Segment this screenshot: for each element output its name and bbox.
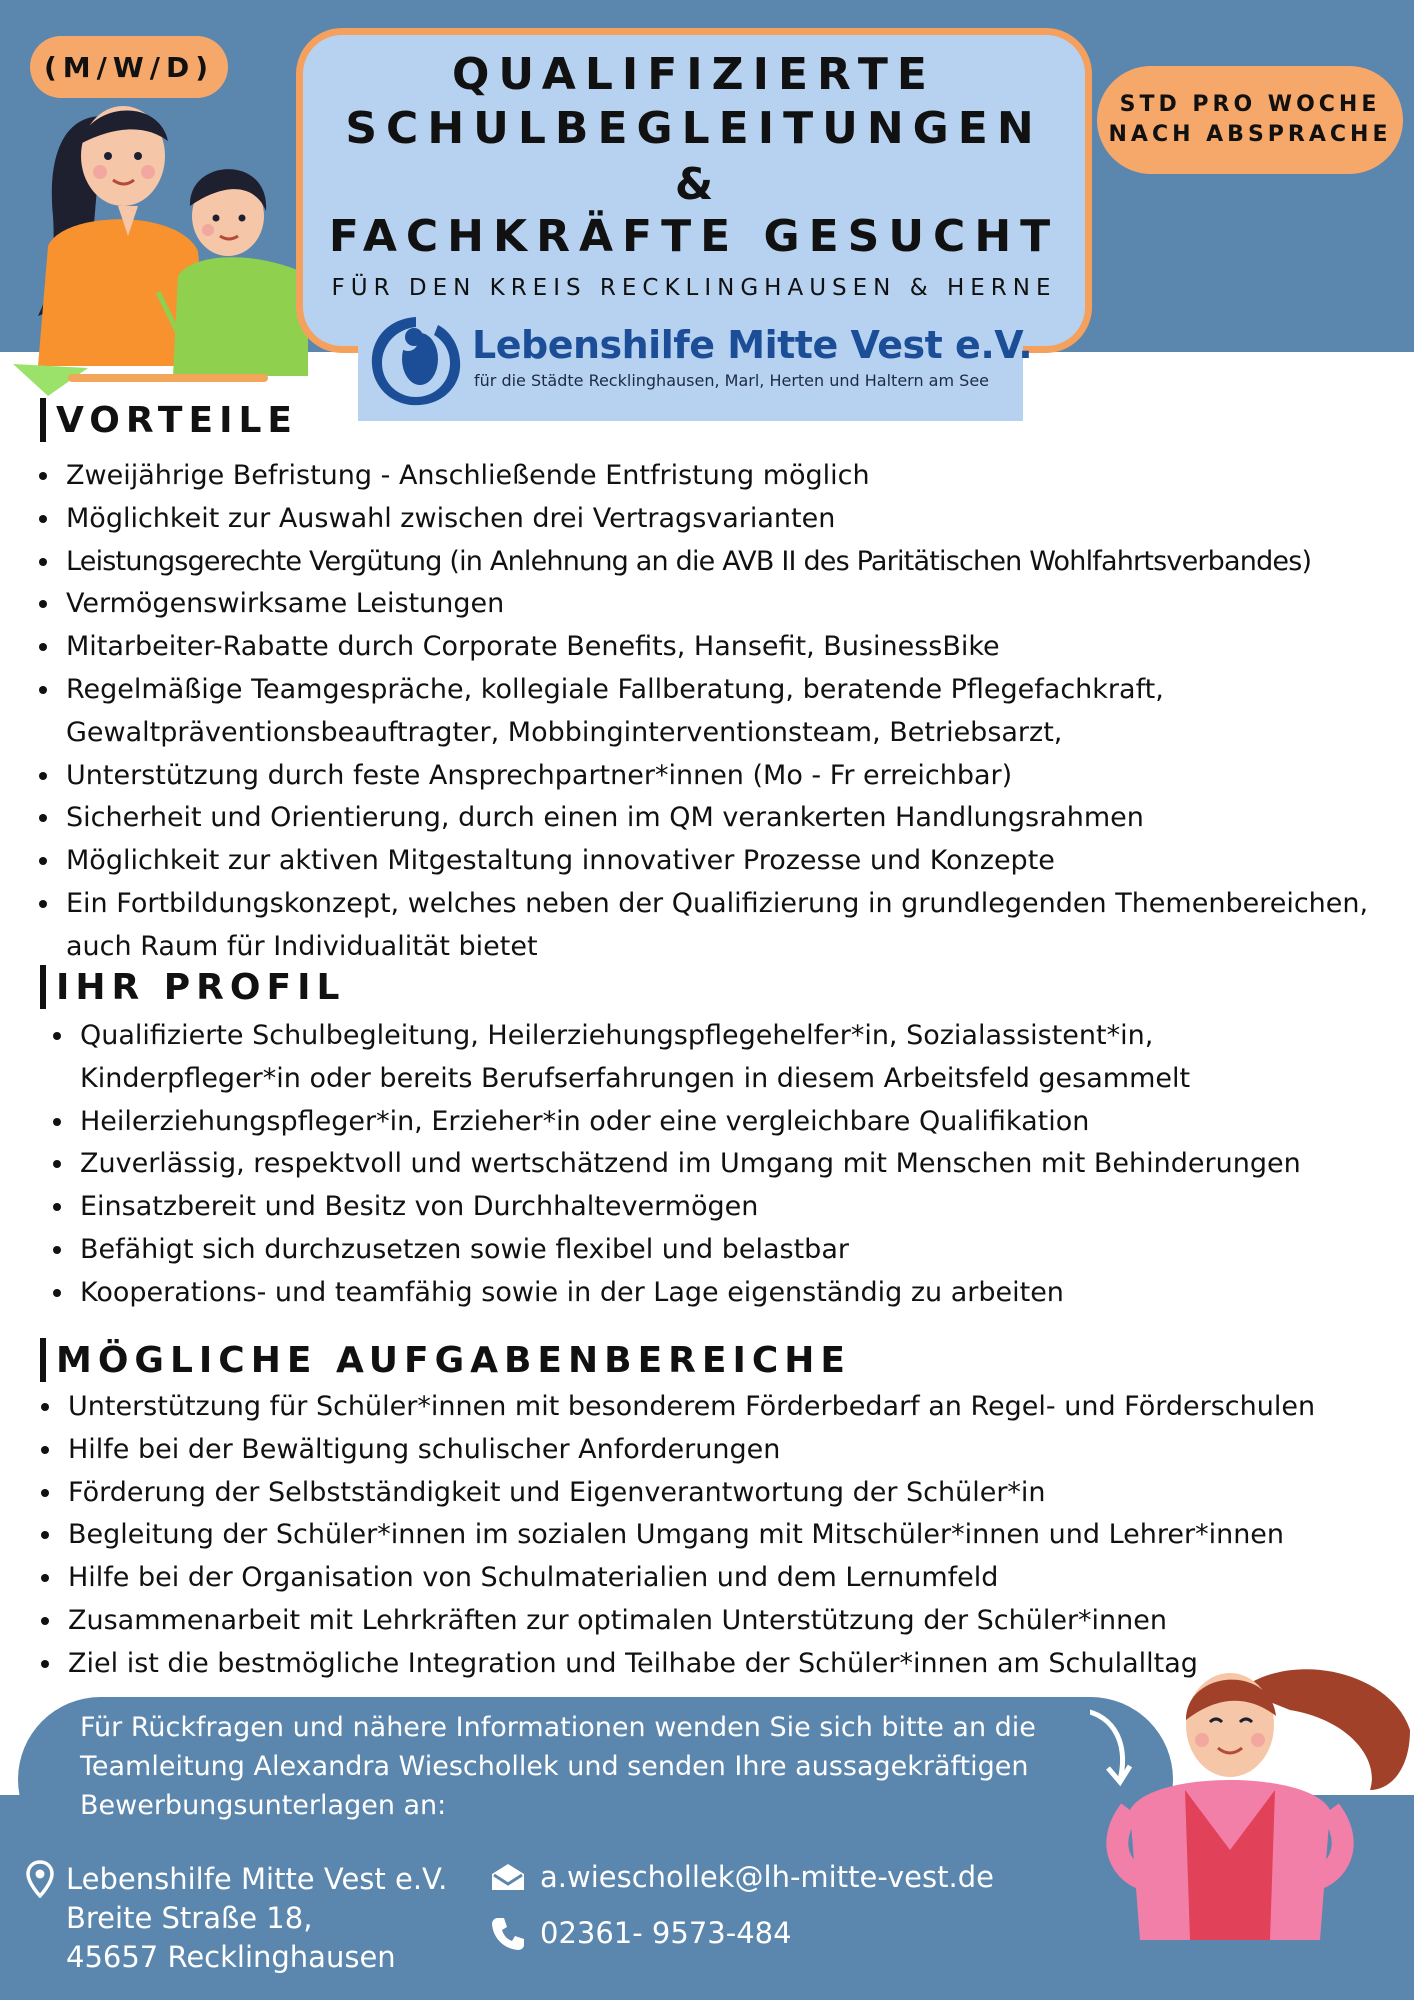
phone-link[interactable]: 02361- 9573-484 [540,1916,792,1950]
section-title-text: MÖGLICHE AUFGABENBEREICHE [56,1339,852,1381]
section-title-text: IHR PROFIL [56,966,346,1008]
phone-icon [490,1916,526,1952]
list-item: • Begleitung der Schüler*innen im sozialen Umgang mit Mitschüler*innen und Lehrer*innen [64,1514,1414,1557]
section-title-text: VORTEILE [56,399,299,441]
email-link[interactable]: a.wieschollek@lh-mitte-vest.de [540,1860,994,1894]
gender-badge: (M/W/D) [30,36,228,98]
list-item: • Qualifizierte Schulbegleitung, Heilerziehungspflegehelfer*in, Sozialassistent*in, Kinderpfleger*in oder bereits Berufserfahrungen in diesem Arbeitsfeld gesammelt [76,1015,1260,1101]
contact-intro: Für Rückfragen und nähere Informationen wenden Sie sich bitte an die Teamleitung Alexandra Wieschollek und senden Ihre aussagekräftigen Bewerbungsunterlagen an: [80,1712,1036,1821]
list-item: • Kooperations- und teamfähig sowie in der Lage eigenständig zu arbeiten [76,1272,1414,1315]
address-line-3: 45657 Recklinghausen [66,1940,396,1974]
list-item: • Möglichkeit zur aktiven Mitgestaltung innovativer Prozesse und Konzepte [62,840,1414,883]
section-bar [40,398,46,442]
lebenshilfe-logo-icon [364,305,468,413]
title-line-2: SCHULBEGLEITUNGEN [345,103,1043,154]
list-item: • Mitarbeiter-Rabatte durch Corporate Benefits, Hansefit, BusinessBike [62,626,1414,669]
list-item: • Leistungsgerechte Vergütung (in Anlehnung an die AVB II des Paritätischen Wohlfahrtsverbandes) [62,541,1414,584]
list-item: • Möglichkeit zur Auswahl zwischen drei Vertragsvarianten [62,498,1414,541]
vorteile-list [32,455,1414,969]
organization-logo [358,305,1033,421]
list-item: • Hilfe bei der Bewältigung schulischer Anforderungen [64,1429,1414,1472]
email-icon [490,1862,526,1892]
list-item: • Unterstützung für Schüler*innen mit besonderem Förderbedarf an Regel- und Förderschulen [64,1386,1414,1429]
list-item: • Zweijährige Befristung - Anschließende Entfristung möglich [62,455,1414,498]
list-item: • Befähigt sich durchzusetzen sowie flexibel und belastbar [76,1229,1414,1272]
list-item: • Unterstützung durch feste Ansprechpartner*innen (Mo - Fr erreichbar) [62,755,1414,798]
hours-badge-line2: NACH ABSPRACHE [1108,122,1392,147]
section-bar [40,1338,46,1382]
section-bar [40,965,46,1009]
teacher-child-illustration [8,96,308,396]
list-item: • Zusammenarbeit mit Lehrkräften zur optimalen Unterstützung der Schüler*innen [64,1600,1414,1643]
list-item: • Einsatzbereit und Besitz von Durchhaltevermögen [76,1186,1414,1229]
title-subtitle: FÜR DEN KREIS RECKLINGHAUSEN & HERNE [331,275,1057,301]
title-line-1: QUALIFIZIERTE [452,49,936,100]
list-item: • Zuverlässig, respektvoll und wertschätzend im Umgang mit Menschen mit Behinderungen [76,1143,1414,1186]
hours-badge-line1: STD PRO WOCHE [1119,92,1381,117]
address-line-1: Lebenshilfe Mitte Vest e.V. [66,1862,448,1896]
logo-subtitle: für die Städte Recklinghausen, Marl, Herten und Haltern am See [474,371,989,390]
list-item: • Ein Fortbildungskonzept, welches neben der Qualifizierung in grundlegenden Themenbereichen, auch Raum für Individualität bietet [62,883,1406,969]
title-ampersand: & [674,159,714,210]
list-item: • Vermögenswirksame Leistungen [62,583,1414,626]
list-item: • Ziel ist die bestmögliche Integration und Teilhabe der Schüler*innen am Schulalltag [64,1643,1414,1686]
logo-name: Lebenshilfe Mitte Vest e.V. [472,323,1033,367]
list-item: • Heilerziehungspfleger*in, Erzieher*in oder eine vergleichbare Qualifikation [76,1101,1414,1144]
hours-badge [1097,66,1403,174]
section-title-profil [40,965,345,1009]
list-item: • Sicherheit und Orientierung, durch einen im QM verankerten Handlungsrahmen [62,797,1414,840]
location-pin-icon [26,1860,54,1898]
list-item: • Förderung der Selbstständigkeit und Eigenverantwortung der Schüler*in [64,1472,1414,1515]
section-title-vorteile [40,398,298,442]
list-item: • Regelmäßige Teamgespräche, kollegiale Fallberatung, beratende Pflegefachkraft, Gewaltpräventionsbeauftragter, Mobbinginterventionsteam, Betriebsarzt, [62,669,1216,755]
list-item: • Hilfe bei der Organisation von Schulmaterialien und dem Lernumfeld [64,1557,1414,1600]
profil-list [46,1015,1414,1315]
section-title-aufgaben [40,1338,851,1382]
aufgaben-list [34,1386,1414,1686]
address-line-2: Breite Straße 18, [66,1901,313,1935]
title-line-3: FACHKRÄFTE GESUCHT [328,211,1060,262]
